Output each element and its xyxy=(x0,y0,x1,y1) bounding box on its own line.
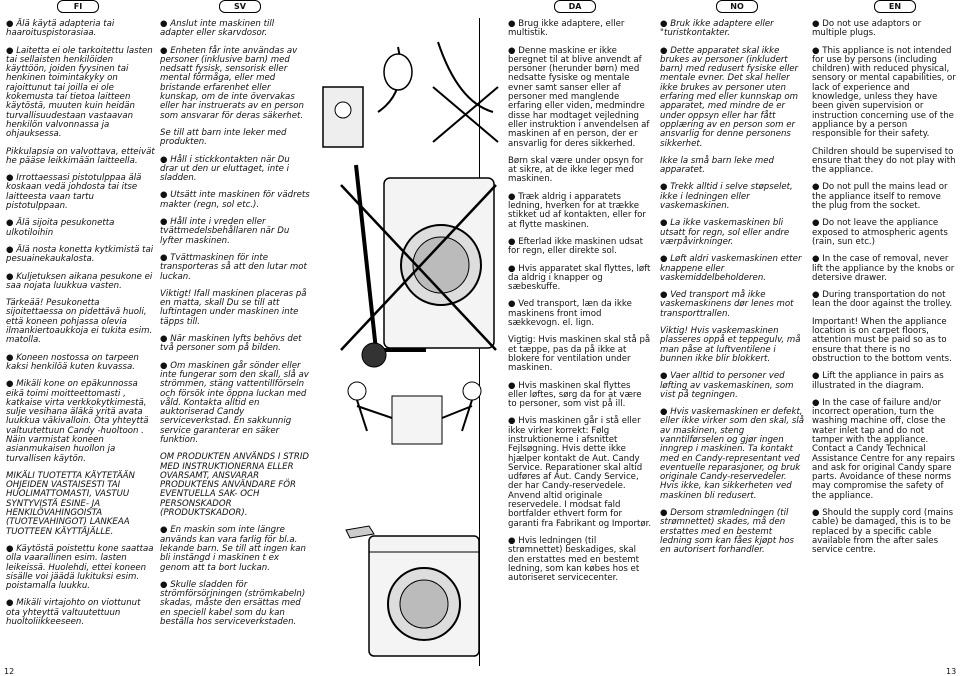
fi-text: ● Koneen nostossa on tarpeen kaksi henkilöä kuten kuvassa. xyxy=(6,352,139,372)
da-text: ● Efterlad ikke maskinen udsat for regn, eller direkte sol. xyxy=(508,236,644,257)
fi-text: ● Kuljetuksen aikana pesukone ei saa nojata luukkua vasten. xyxy=(6,271,153,291)
en-text: ● In the case of failure and/or incorrect operation, turn the washing machine off, close the water inlet tap and do not tamper with the appliance. Contact a Candy Technical Assistance Centre for any repairs and ask for original Candy spare parts. Avoidance of these norms may compromise the safety of the appliance. xyxy=(812,397,955,501)
column-sv xyxy=(160,20,310,635)
fi-text: Pikkulapsia on valvottava, etteivät he pääse leikkimään laitteella. xyxy=(6,146,155,166)
sv-text: ● Tvättmaskinen för inte transporteras så att den lutar mot luckan. xyxy=(160,252,307,282)
en-text: Children should be supervised to ensure that they do not play with the appliance. xyxy=(812,146,956,176)
fi-text: ● Mikäli virtajohto on viottunut ota yhteyttä valtuutettuun huoltoliikkeeseen. xyxy=(6,598,141,628)
no-text: Ikke la små barn leke med apparatet. xyxy=(660,155,774,176)
da-text: ● Ved transport, læn da ikke maskinens front imod sækkevogn. el. lign. xyxy=(508,299,632,329)
en-text: Important! When the appliance location is on carpet floors, attention must be paid so as to ensure that there is no obstruction to the bottom vents. xyxy=(812,316,952,364)
person-icon xyxy=(348,382,366,400)
no-text: ● Hvis vaskemaskinen er defekt, eller ikke virker som den skal, slå av maskinen, steng vanntilførselen og gjør ingen inngrep i maskinen. Ta kontakt med en Candy-representant ved eventuelle reparasjoner, og bruk originale Candy-reservedeler. Hvis ikke, kan sikkerheten ved maskinen bli redusert. xyxy=(660,407,804,501)
sv-text: ● Håll inte i vreden eller tvättmedelsbehållaren när Du lyfter maskinen. xyxy=(160,217,290,246)
da-text: ● Denne maskine er ikke beregnet til at blive anvendt af personer (herunder børn) med nedsatte fysiske og mentale evner samt sanser eller af personer med manglende erfaring eller viden, medmindre disse har modtaget vejledning eller instruktion i anvendelsen af maskinen af en person, der er ansvarlig for deres sikkerhed. xyxy=(508,45,650,149)
sv-text: ● Utsätt inte maskinen för vädrets makter (regn, sol etc.). xyxy=(160,190,310,210)
column-fi xyxy=(6,20,156,635)
da-text: ● Hvis ledningen (til strømnettet) beskadiges, skal den erstattes med en bestemt ledning, som kan købes hos et autoriseret servicecenter. xyxy=(508,535,640,584)
no-text: ● Ved transport må ikke vaskemaskinens dør lenes mot transporttrallen. xyxy=(660,290,794,319)
fi-text: ● Käytöstä poistettu kone saattaa olla vaarallinen esim. lasten leikeissä. Huolehdi, ettei koneen sisälle voi jäädä lukituksi esim. poistamalla luukku. xyxy=(6,543,154,592)
sv-text: ● Håll i stickkontakten när Du drar ut den ur eluttaget, inte i sladden. xyxy=(160,154,290,184)
trolley-illustration xyxy=(336,160,500,372)
no-text: ● Trekk alltid i selve støpselet, ikke i ledningen eller vaskemaskinen. xyxy=(660,182,793,212)
page-number-left: 12 xyxy=(4,667,15,676)
no-text: ● Vaer alltid to personer ved løfting av vaskemaskinen, som vist på tegningen. xyxy=(660,371,794,400)
fi-text: MIKÄLI TUOTETTA KÄYTETÄÄN OHJEIDEN VASTAISESTI TAI HUOLIMATTOMASTI, VASTUU SYNTYVISTÄ ESINE- JA HENKILÖVAHINGOISTA (TUOTEVAHINGOT) LANKEAA TUOTTEEN KÄYTTÄJÄLLE. xyxy=(6,470,135,537)
fi-text: ● Mikäli kone on epäkunnossa eikä toimi moitteettomasti , katkaise virta verkkokytkimestä, sulje vesihana äläkä yritä avata luukkua väkivalloin. Ota yhteyttä valtuutettuun Candy -huoltoon . Näin varmistat koneen asianmukaisen huollon ja turvallisen käytön. xyxy=(6,379,149,464)
en-text: ● Do not use adaptors or multiple plugs. xyxy=(812,19,922,39)
sv-text: OM PRODUKTEN ANVÄNDS I STRID MED INSTRUKTIONERNA ELLER OVARSAMT, ANSVARAR PRODUKTENS ANVÄNDARE FÖR EVENTUELLA SAK- OCH PERSONSKADOR (PRODUKTSKADOR). xyxy=(160,452,310,519)
no-text: ● Løft aldri vaskemaskinen etter knappene eller vaskemiddelbeholderen. xyxy=(660,254,802,283)
header-da: DA xyxy=(554,0,596,13)
page-number-right: 13 xyxy=(946,667,957,676)
hand-icon xyxy=(384,54,412,90)
lifting-illustration xyxy=(322,376,502,446)
sv-text: Viktigt! Ifall maskinen placeras på en matta, skall Du se till att luftintagen under maskinen inte täpps till. xyxy=(160,288,307,327)
person-icon xyxy=(463,382,481,400)
sv-text: ● Om maskinen går sönder eller inte fungerar som den skall, slå av strömmen, stäng vattentillförseln och försök inte öppna luckan med våld. Kontakta alltid en auktoriserad Candy serviceverkstad. En sakkunnig service garanterar en säker funktion. xyxy=(160,360,309,445)
en-text: ● During transportation do not lean the door against the trolley. xyxy=(812,290,953,310)
en-text: ● Do not pull the mains lead or the appliance itself to remove the plug from the socket. xyxy=(812,182,948,212)
no-text: ● La ikke vaskemaskinen bli utsatt for regn, sol eller andre værpåvirkninger. xyxy=(660,218,790,247)
iron-icon xyxy=(346,526,374,538)
fi-text: ● Älä nosta konetta kytkimistä tai pesuainekaukalosta. xyxy=(6,244,154,265)
column-da xyxy=(508,20,652,591)
no-text: Viktig! Hvis vaskemaskinen plasseres oppå et teppegulv, må man påse at luftventilene i bunnen ikke blir blokkert. xyxy=(660,326,801,364)
header-fi: FI xyxy=(57,0,99,13)
sv-text: ● När maskinen lyfts behövs det två personer som på bilden. xyxy=(160,334,302,354)
column-no xyxy=(660,20,806,564)
header-en: EN xyxy=(874,0,916,13)
sv-text: ● Skulle sladden för strömförsörjningen (strömkabeln) skadas, måste den ersättas med en speciell kabel som du kan beställa hos serviceverkstaden. xyxy=(160,579,306,628)
da-text: ● Hvis maskinen går i stå eller ikke virker korrekt: Følg instruktionerne i afsnittet Fejlsøgning. Hvis dette ikke hjælper kontakt de Aut. Candy Service. Reparationer skal altid udføres af Aut. Candy Service, der har Candy-reservedele. Anvend altid originale reservedele. I modsat fald bortfalder ethvert form for garanti fra Fabrikant og Importør. xyxy=(508,416,652,529)
fi-text: ● Irrottaessasi pistotulppaa älä koskaan vedä johdosta tai itse laitteesta vaan tartu pistotulppaan. xyxy=(6,173,142,212)
fi-text: ● Älä käytä adapteria tai haaroituspistorasiaa. xyxy=(6,19,115,39)
sv-text: ● En maskin som inte längre används kan vara farlig för bl.a. lekande barn. Se till att ingen kan bli instängd i maskinen t ex genom att ta bort luckan. xyxy=(160,525,306,573)
no-text: ● Dersom strømledningen (til strømnettet) skades, må den erstattes med en bestemt ledning som kan fåes kjøpt hos en autorisert forhandler. xyxy=(660,508,795,556)
en-text: ● In the case of removal, never lift the appliance by the knobs or detersive drawer. xyxy=(812,254,955,283)
no-text: ● Dette apparatet skal ikke brukes av personer (inkludert barn) med redusert fysiske eller mentale evner. Det skal heller ikke brukes av personer uten erfaring med eller kunnskap om apparatet, med mindre de er under oppsyn eller har fått opplæring av en person som er ansvarlig for denne personens sikkerhet. xyxy=(660,45,799,149)
fi-text: ● Älä sijoita pesukonetta ulkotiloihin xyxy=(6,218,115,238)
en-text: ● Should the supply cord (mains cable) be damaged, this is to be replaced by a specific cable available from the after sales service centre. xyxy=(812,508,954,556)
da-text: Børn skal være under opsyn for at sikre, at de ikke leger med maskinen. xyxy=(508,155,644,185)
fi-text: ● Laitetta ei ole tarkoitettu lasten tai sellaisten henkilöiden käyttöön, joiden fyysinen tai henkinen toimintakyky on rajoittunut tai joilla ei ole kokemusta tai tietoa laitteen käytöstä, muuten kuin heidän turvallisuudestaan vastaavan henkilön valvonnassa ja ohjauksessa. xyxy=(6,45,153,140)
da-text: ● Træk aldrig i apparatets ledning, hverken for at trække stikket ud af kontakten, eller for at flytte maskinen. xyxy=(508,191,646,230)
header-sv: SV xyxy=(219,0,261,13)
washing-machine-illustration xyxy=(344,524,484,660)
no-text: ● Bruk ikke adaptere eller "turistkontakter. xyxy=(660,19,774,39)
da-text: ● Brug ikke adaptere, eller multistik. xyxy=(508,19,625,39)
fi-text: Tärkeää! Pesukonetta sijoitettaessa on pidettävä huoli, että koneen pohjassa olevia ilmankiertoaukkoja ei tukita esim. matolla. xyxy=(6,298,153,346)
sv-text: ● Enheten får inte användas av personer (inklusive barn) med nedsatt fysisk, sensorisk eller mental förmåga, eller med bristande erfarenhet eller kunskap, om de inte övervakas eller har instruerats av en person som ansvarar för deras säkerhet. xyxy=(160,45,304,121)
sv-text: ● Anslut inte maskinen till adapter eller skarvdosor. xyxy=(160,19,275,39)
da-text: ● Hvis maskinen skal flyttes eller løftes, sørg da for at være to personer, som vist på ill. xyxy=(508,380,642,410)
header-no: NO xyxy=(716,0,758,13)
column-en xyxy=(812,20,956,564)
plug-illustration xyxy=(318,32,510,156)
en-text: ● Do not leave the appliance exposed to atmospheric agents (rain, sun etc.) xyxy=(812,218,948,247)
sv-text: Se till att barn inte leker med produkten. xyxy=(160,127,287,148)
en-text: ● Lift the appliance in pairs as illustrated in the diagram. xyxy=(812,371,944,391)
da-text: ● Hvis apparatet skal flyttes, løft da aldrig i knapper og sæbeskuffe. xyxy=(508,263,651,293)
da-text: Vigtig: Hvis maskinen skal stå på et tæppe, pas da på ikke at blokere for ventilation under maskinen. xyxy=(508,335,651,374)
en-text: ● This appliance is not intended for use by persons (including children) with reduced physical, sensory or mental capabilities, or lack of experience and knowledge, unless they have been given supervision or instruction concerning use of the appliance by a person responsible for their safety. xyxy=(812,45,956,140)
